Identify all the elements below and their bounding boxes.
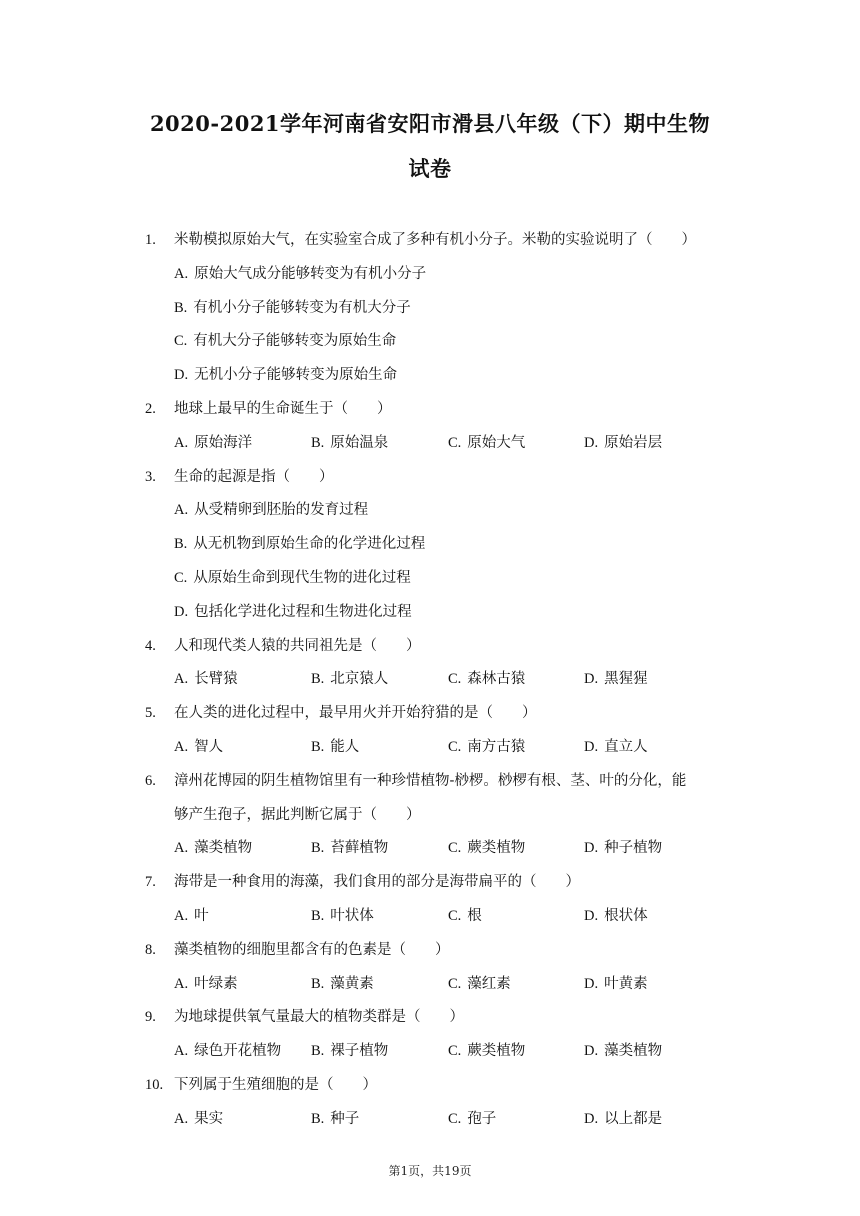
- option-row: [0, 328, 860, 362]
- option-text: 森林古猿: [467, 671, 526, 688]
- option-letter: C.: [448, 671, 462, 688]
- question-text: 为地球提供氧气量最大的植物类群是（ ）: [174, 1009, 464, 1026]
- question-number: 3.: [145, 468, 156, 485]
- answer-option: [584, 1038, 662, 1064]
- option-text: 从无机物到原始生命的化学进化过程: [193, 536, 426, 553]
- answer-option: [174, 835, 252, 861]
- answer-option: [311, 430, 388, 456]
- page-title-continued: 试卷: [408, 156, 452, 181]
- question-stem-row: [0, 1004, 860, 1038]
- option-text: 黑猩猩: [604, 671, 648, 688]
- option-row: [0, 599, 860, 633]
- option-letter: D.: [584, 1110, 599, 1127]
- answer-option: [174, 599, 412, 625]
- option-text: 果实: [194, 1110, 224, 1127]
- option-text: 绿色开花植物: [194, 1043, 282, 1060]
- option-row: [0, 362, 860, 396]
- option-text: 苔藓植物: [330, 840, 389, 857]
- answer-option: [174, 1106, 223, 1132]
- answer-option: [584, 734, 648, 760]
- question-stem-row: [0, 869, 860, 903]
- option-text: 叶绿素: [194, 975, 238, 992]
- answer-option: [311, 734, 359, 760]
- option-letter: D.: [584, 738, 599, 755]
- option-text: 原始海洋: [194, 434, 253, 451]
- option-letter: D.: [584, 975, 599, 992]
- answer-option: [174, 565, 411, 591]
- answer-option: [311, 835, 388, 861]
- question-number: 9.: [145, 1009, 156, 1026]
- option-text: 原始岩层: [604, 434, 663, 451]
- question-stem-row: [0, 1072, 860, 1106]
- option-letter: A.: [174, 1110, 189, 1127]
- answer-option: [174, 903, 209, 929]
- option-row: [0, 734, 860, 768]
- answer-option: [584, 835, 662, 861]
- option-letter: A.: [174, 671, 189, 688]
- option-text: 有机小分子能够转变为有机大分子: [193, 299, 411, 316]
- option-text: 能人: [330, 738, 360, 755]
- answer-option: [584, 666, 648, 692]
- option-letter: C.: [448, 840, 462, 857]
- question-text: 人和现代类人猿的共同祖先是（ ）: [174, 637, 421, 654]
- question-stem-row: [0, 802, 860, 836]
- option-row: [0, 835, 860, 869]
- option-row: [0, 295, 860, 329]
- option-text: 从原始生命到现代生物的进化过程: [193, 569, 411, 586]
- answer-option: [448, 903, 482, 929]
- question-stem-row: [0, 768, 860, 802]
- answer-option: [174, 734, 223, 760]
- option-row: [0, 261, 860, 295]
- question-number: 4.: [145, 637, 156, 654]
- option-text: 蕨类植物: [467, 840, 526, 857]
- option-letter: D.: [174, 603, 189, 620]
- option-text: 孢子: [467, 1110, 497, 1127]
- question-number: 5.: [145, 705, 156, 722]
- option-letter: C.: [448, 907, 462, 924]
- option-text: 无机小分子能够转变为原始生命: [194, 367, 398, 384]
- answer-option: [174, 295, 411, 321]
- option-letter: A.: [174, 434, 189, 451]
- question-text: 米勒模拟原始大气，在实验室合成了多种有机小分子。米勒的实验说明了（ ）: [174, 232, 696, 248]
- question-number: 2.: [145, 400, 156, 417]
- answer-option: [448, 734, 525, 760]
- option-row: [0, 430, 860, 464]
- option-text: 藻黄素: [330, 975, 374, 992]
- option-letter: B.: [311, 975, 325, 992]
- option-text: 原始大气: [467, 434, 526, 451]
- answer-option: [311, 971, 374, 997]
- option-letter: D.: [584, 907, 599, 924]
- answer-option: [311, 666, 388, 692]
- option-letter: C.: [174, 333, 188, 350]
- option-row: [0, 1038, 860, 1072]
- option-letter: A.: [174, 1043, 189, 1060]
- answer-option: [448, 971, 511, 997]
- question-list: [0, 227, 860, 1140]
- option-letter: A.: [174, 738, 189, 755]
- option-letter: B.: [311, 907, 325, 924]
- option-text: 叶: [194, 907, 209, 924]
- page-title: 2020-2021学年河南省安阳市滑县八年级（下）期中生物: [149, 111, 711, 136]
- question-number: 7.: [145, 874, 156, 891]
- answer-option: [174, 261, 426, 287]
- answer-option: [584, 430, 662, 456]
- option-letter: B.: [311, 840, 325, 857]
- option-letter: D.: [584, 671, 599, 688]
- answer-option: [174, 1038, 281, 1064]
- answer-option: [448, 666, 525, 692]
- question-number: 8.: [145, 941, 156, 958]
- option-letter: C.: [448, 1110, 462, 1127]
- option-letter: B.: [311, 1043, 325, 1060]
- question-text: 地球上最早的生命诞生于（ ）: [174, 400, 392, 417]
- option-text: 北京猿人: [330, 671, 389, 688]
- question-stem-row: [0, 700, 860, 734]
- question-text: 藻类植物的细胞里都含有的色素是（ ）: [174, 941, 450, 958]
- question-stem-row: [0, 227, 860, 261]
- question-stem-row: [0, 396, 860, 430]
- option-letter: B.: [311, 671, 325, 688]
- option-text: 南方古猿: [467, 738, 526, 755]
- option-letter: D.: [174, 367, 189, 384]
- answer-option: [448, 1038, 525, 1064]
- answer-option: [174, 666, 238, 692]
- option-letter: D.: [584, 840, 599, 857]
- answer-option: [174, 430, 252, 456]
- answer-option: [448, 430, 525, 456]
- option-row: [0, 1106, 860, 1140]
- option-letter: C.: [448, 975, 462, 992]
- question-text: 海带是一种食用的海藻，我们食用的部分是海带扁平的（ ）: [174, 874, 580, 891]
- option-letter: C.: [448, 738, 462, 755]
- question-number: 10.: [145, 1076, 164, 1093]
- option-letter: C.: [174, 569, 188, 586]
- option-letter: D.: [584, 434, 599, 451]
- question-number: 6.: [145, 772, 156, 789]
- option-text: 藻类植物: [604, 1043, 663, 1060]
- answer-option: [448, 835, 525, 861]
- option-letter: B.: [174, 299, 188, 316]
- option-text: 藻红素: [467, 975, 511, 992]
- option-row: [0, 903, 860, 937]
- option-letter: A.: [174, 907, 189, 924]
- answer-option: [584, 971, 648, 997]
- question-text: 下列属于生殖细胞的是（ ）: [174, 1076, 377, 1093]
- answer-option: [174, 362, 397, 388]
- option-row: [0, 497, 860, 531]
- question-text: 在人类的进化过程中，最早用火并开始狩猎的是（ ）: [174, 705, 537, 722]
- option-text: 原始温泉: [330, 434, 389, 451]
- option-text: 从受精卵到胚胎的发育过程: [194, 502, 369, 519]
- option-letter: B.: [311, 738, 325, 755]
- answer-option: [174, 531, 425, 557]
- answer-option: [311, 1106, 359, 1132]
- option-letter: C.: [448, 1043, 462, 1060]
- question-text: 够产生孢子，据此判断它属于（ ）: [174, 806, 421, 823]
- option-text: 智人: [194, 738, 224, 755]
- answer-option: [311, 903, 374, 929]
- option-row: [0, 971, 860, 1005]
- option-letter: A.: [174, 975, 189, 992]
- option-row: [0, 565, 860, 599]
- answer-option: [584, 1106, 662, 1132]
- option-text: 原始大气成分能够转变为有机小分子: [194, 265, 427, 282]
- option-row: [0, 666, 860, 700]
- answer-option: [174, 971, 238, 997]
- option-text: 有机大分子能够转变为原始生命: [193, 333, 397, 350]
- question-text: 漳州花博园的阴生植物馆里有一种珍惜植物-桫椤。桫椤有根、茎、叶的分化，能: [174, 772, 687, 789]
- page-footer: 第1页，共19页: [388, 1164, 472, 1178]
- question-stem-row: [0, 633, 860, 667]
- option-text: 以上都是: [604, 1110, 663, 1127]
- option-text: 根: [467, 907, 482, 924]
- answer-option: [174, 497, 368, 523]
- option-letter: C.: [448, 434, 462, 451]
- question-number: 1.: [145, 232, 156, 248]
- option-letter: B.: [174, 536, 188, 553]
- option-letter: A.: [174, 502, 189, 519]
- option-text: 叶黄素: [604, 975, 648, 992]
- question-text: 生命的起源是指（ ）: [174, 468, 334, 485]
- option-letter: A.: [174, 265, 189, 282]
- answer-option: [311, 1038, 388, 1064]
- option-text: 根状体: [604, 907, 648, 924]
- option-text: 种子植物: [604, 840, 663, 857]
- option-letter: D.: [584, 1043, 599, 1060]
- option-row: [0, 531, 860, 565]
- question-stem-row: [0, 464, 860, 498]
- answer-option: [174, 328, 396, 354]
- option-text: 长臂猿: [194, 671, 238, 688]
- option-letter: B.: [311, 1110, 325, 1127]
- option-text: 种子: [330, 1110, 360, 1127]
- answer-option: [584, 903, 648, 929]
- option-text: 裸子植物: [330, 1043, 389, 1060]
- option-text: 藻类植物: [194, 840, 253, 857]
- question-stem-row: [0, 937, 860, 971]
- option-text: 叶状体: [330, 907, 374, 924]
- answer-option: [448, 1106, 496, 1132]
- option-text: 包括化学进化过程和生物进化过程: [194, 603, 412, 620]
- option-letter: A.: [174, 840, 189, 857]
- option-text: 蕨类植物: [467, 1043, 526, 1060]
- option-text: 直立人: [604, 738, 648, 755]
- option-letter: B.: [311, 434, 325, 451]
